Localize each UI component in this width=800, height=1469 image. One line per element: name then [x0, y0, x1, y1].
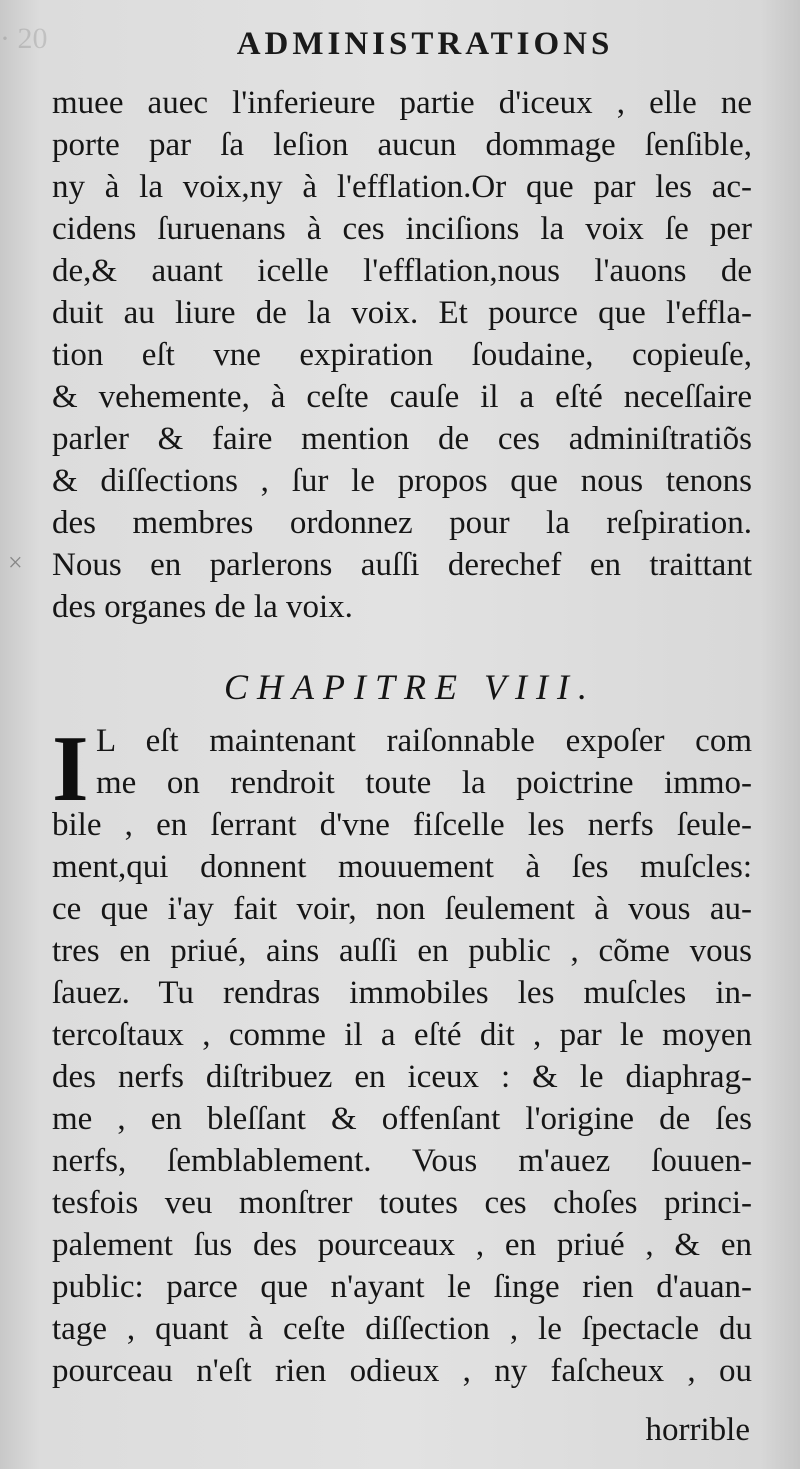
paragraph-2: [52, 717, 752, 1392]
text-line: & vehemente, à ceſte cauſe il a eſté neceſſaire: [52, 379, 752, 415]
text-line: L eſt maintenant raiſonnable expoſer com: [96, 723, 752, 759]
text-line: palement ſus des pourceaux , en priué , & en: [52, 1227, 752, 1263]
text-line: tesfois veu monſtrer toutes ces choſes princi-: [52, 1185, 752, 1221]
bleed-through-text: · 20: [0, 22, 48, 55]
text-line: des membres ordonnez pour la reſpiration.: [52, 505, 752, 541]
text-line: bile , en ſerrant d'vne fiſcelle les nerfs ſeule-: [52, 807, 752, 843]
drop-cap-initial: I: [52, 717, 89, 821]
text-line: tres en priué, ains auſſi en public , cõme vous: [52, 933, 752, 969]
catchword: horrible: [645, 1412, 750, 1448]
text-line: tercoſtaux , comme il a eſté dit , par le moyen: [52, 1017, 752, 1053]
text-line: me on rendroit toute la poictrine immo-: [96, 765, 752, 801]
text-line: cidens ſuruenans à ces inciſions la voix ſe per: [52, 211, 752, 247]
text-line: parler & faire mention de ces adminiſtratiõs: [52, 421, 752, 457]
text-line: ce que i'ay fait voir, non ſeulement à vous au-: [52, 891, 752, 927]
text-line: & diſſections , ſur le propos que nous tenons: [52, 463, 752, 499]
text-line: des organes de la voix.: [52, 589, 353, 625]
text-line: tion eſt vne expiration ſoudaine, copieuſe,: [52, 337, 752, 373]
margin-mark: ×: [8, 548, 23, 577]
text-line: Nous en parlerons auſſi derechef en traittant: [52, 547, 752, 583]
text-line: porte par ſa leſion aucun dommage ſenſible,: [52, 127, 752, 163]
text-line: muee auec l'inferieure partie d'iceux , elle ne: [52, 85, 752, 121]
text-line: public: parce que n'ayant le ſinge rien d'auan-: [52, 1269, 752, 1305]
paragraph-1: [52, 82, 752, 628]
text-line: ny à la voix,ny à l'efflation.Or que par les ac-: [52, 169, 752, 205]
text-line: ſauez. Tu rendras immobiles les muſcles in-: [52, 975, 752, 1011]
text-line: pourceau n'eſt rien odieux , ny faſcheux , ou: [52, 1353, 752, 1389]
text-line: duit au liure de la voix. Et pource que l'effla-: [52, 295, 752, 331]
text-line: des nerfs diſtribuez en iceux : & le diaphrag-: [52, 1059, 752, 1095]
text-line: me , en bleſſant & offenſant l'origine de ſes: [52, 1101, 752, 1137]
text-line: de,& auant icelle l'efflation,nous l'auons de: [52, 253, 752, 289]
text-line: nerfs, ſemblablement. Vous m'auez ſouuen-: [52, 1143, 752, 1179]
text-line: ment,qui donnent mouuement à ſes muſcles:: [52, 849, 752, 885]
chapter-heading: CHAPITRE VIII.: [224, 667, 596, 707]
running-head: ADMINISTRATIONS: [236, 26, 614, 62]
text-line: tage , quant à ceſte diſſection , le ſpectacle du: [52, 1311, 752, 1347]
